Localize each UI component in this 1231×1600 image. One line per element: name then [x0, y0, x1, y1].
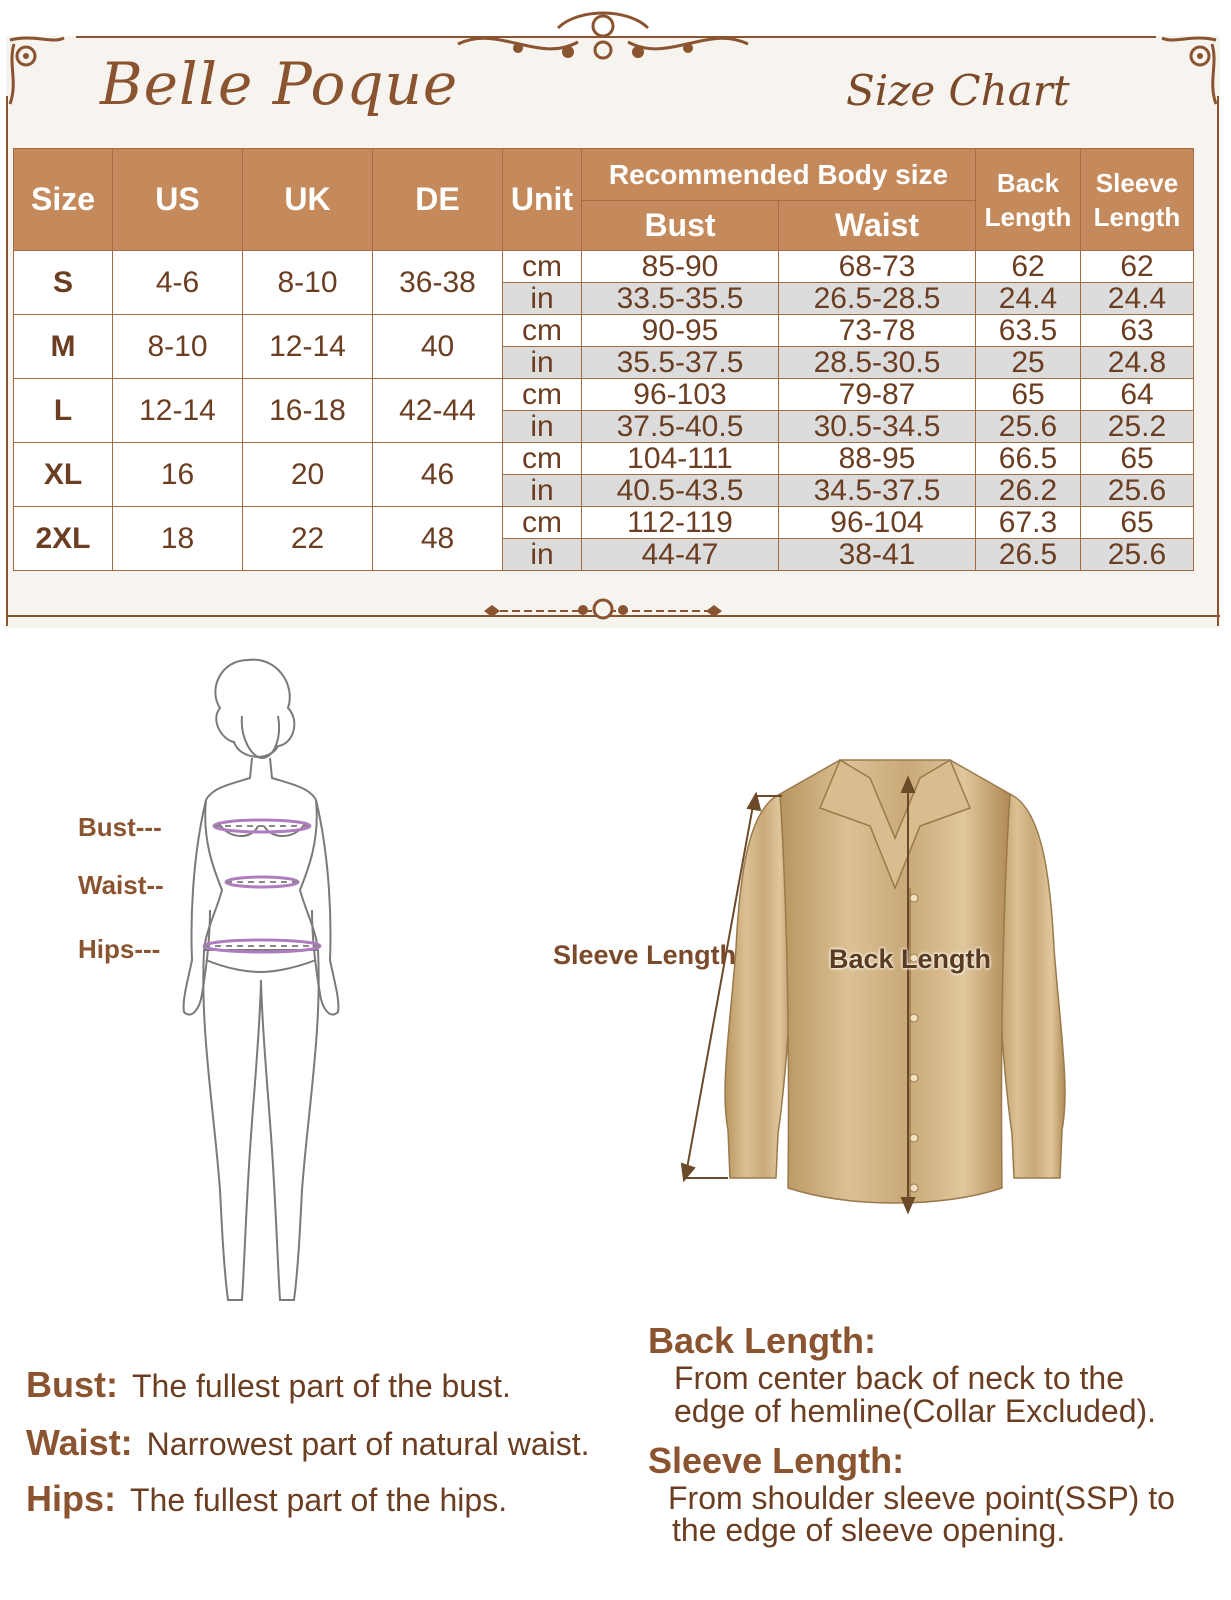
size-table — [13, 148, 1194, 571]
hips-label: Hips--- — [78, 934, 161, 964]
cell-uk: 16-18 — [243, 379, 373, 443]
cell-back-length: 25.6 — [976, 411, 1081, 443]
hips-definition — [26, 1478, 507, 1520]
cell-waist: 73-78 — [779, 315, 976, 347]
cell-waist: 68-73 — [779, 251, 976, 283]
cell-waist: 26.5-28.5 — [779, 283, 976, 315]
cell-size: 2XL — [14, 507, 113, 571]
cell-us: 4-6 — [113, 251, 243, 315]
cell-us: 18 — [113, 507, 243, 571]
cell-bust: 112-119 — [582, 507, 779, 539]
cell-waist: 79-87 — [779, 379, 976, 411]
cell-unit: cm — [503, 507, 582, 539]
cell-bust: 44-47 — [582, 539, 779, 571]
cell-size: L — [14, 379, 113, 443]
cell-size: S — [14, 251, 113, 315]
cell-sleeve-length: 64 — [1081, 379, 1194, 411]
cell-back-length: 65 — [976, 379, 1081, 411]
cell-unit: in — [503, 411, 582, 443]
bust-label: Bust--- — [78, 812, 162, 842]
waist-term: Waist: — [26, 1422, 133, 1463]
cell-bust: 85-90 — [582, 251, 779, 283]
table-row — [14, 379, 1194, 411]
cell-back-length: 26.2 — [976, 475, 1081, 507]
header-us: US — [113, 149, 243, 251]
header-sleeve-line1: Sleeve — [1095, 167, 1179, 198]
header-back-line1: Back — [996, 167, 1060, 198]
cell-unit: in — [503, 475, 582, 507]
cell-uk: 8-10 — [243, 251, 373, 315]
cell-sleeve-length: 65 — [1081, 507, 1194, 539]
top-flourish-ornament — [448, 4, 758, 76]
bust-term: Bust: — [26, 1364, 118, 1405]
cell-bust: 90-95 — [582, 315, 779, 347]
waist-definition — [26, 1422, 590, 1464]
cell-sleeve-length: 24.4 — [1081, 283, 1194, 315]
cell-back-length: 25 — [976, 347, 1081, 379]
header-uk: UK — [243, 149, 373, 251]
cell-waist: 38-41 — [779, 539, 976, 571]
cell-back-length: 67.3 — [976, 507, 1081, 539]
cell-bust: 104-111 — [582, 443, 779, 475]
header-waist: Waist — [779, 201, 976, 251]
cell-waist: 88-95 — [779, 443, 976, 475]
waist-label: Waist-- — [78, 870, 164, 900]
cell-unit: cm — [503, 443, 582, 475]
table-row — [14, 315, 1194, 347]
cell-bust: 96-103 — [582, 379, 779, 411]
cell-de: 40 — [373, 315, 503, 379]
cell-size: M — [14, 315, 113, 379]
header-size: Size — [14, 149, 113, 251]
cell-de: 36-38 — [373, 251, 503, 315]
cell-unit: cm — [503, 315, 582, 347]
back-length-term: Back Length: — [648, 1320, 877, 1361]
cell-back-length: 26.5 — [976, 539, 1081, 571]
hips-term: Hips: — [26, 1478, 116, 1519]
cell-sleeve-length: 63 — [1081, 315, 1194, 347]
cell-sleeve-length: 24.8 — [1081, 347, 1194, 379]
cell-uk: 22 — [243, 507, 373, 571]
header-sleeve-length — [1081, 149, 1194, 251]
sleeve-length-label: Sleeve Length — [553, 940, 737, 970]
page-title: Size Chart — [846, 66, 1070, 115]
sleeve-length-text-1: From shoulder sleeve point(SSP) to — [668, 1480, 1175, 1516]
cell-us: 16 — [113, 443, 243, 507]
cell-sleeve-length: 25.6 — [1081, 475, 1194, 507]
cell-sleeve-length: 25.2 — [1081, 411, 1194, 443]
body-figure-illustration — [170, 650, 370, 1310]
cell-uk: 20 — [243, 443, 373, 507]
cell-unit: cm — [503, 379, 582, 411]
sleeve-length-term: Sleeve Length: — [648, 1440, 905, 1481]
cell-sleeve-length: 25.6 — [1081, 539, 1194, 571]
table-row — [14, 507, 1194, 539]
back-length-label: Back Length — [829, 944, 992, 974]
waist-text: Narrowest part of natural waist. — [146, 1426, 590, 1462]
cell-bust: 37.5-40.5 — [582, 411, 779, 443]
cell-de: 46 — [373, 443, 503, 507]
cell-unit: in — [503, 283, 582, 315]
bust-definition — [26, 1364, 511, 1406]
cell-back-length: 66.5 — [976, 443, 1081, 475]
cell-de: 42-44 — [373, 379, 503, 443]
cell-sleeve-length: 65 — [1081, 443, 1194, 475]
cell-uk: 12-14 — [243, 315, 373, 379]
cell-sleeve-length: 62 — [1081, 251, 1194, 283]
brand-logo: Belle Poque — [100, 50, 459, 118]
corner-ornament-left — [4, 34, 74, 114]
header-de: DE — [373, 149, 503, 251]
blouse-illustration — [670, 748, 1120, 1218]
table-row — [14, 443, 1194, 475]
cell-back-length: 24.4 — [976, 283, 1081, 315]
cell-de: 48 — [373, 507, 503, 571]
cell-waist: 30.5-34.5 — [779, 411, 976, 443]
cell-bust: 35.5-37.5 — [582, 347, 779, 379]
corner-ornament-right — [1152, 34, 1222, 114]
back-length-text-1: From center back of neck to the — [674, 1360, 1124, 1396]
cell-unit: in — [503, 539, 582, 571]
header-sleeve-line2: Length — [1093, 201, 1181, 232]
cell-bust: 33.5-35.5 — [582, 283, 779, 315]
table-row — [14, 251, 1194, 283]
header-back-line2: Length — [984, 201, 1072, 232]
cell-size: XL — [14, 443, 113, 507]
cell-waist: 34.5-37.5 — [779, 475, 976, 507]
back-length-text-2: edge of hemline(Collar Excluded). — [674, 1393, 1157, 1429]
cell-unit: in — [503, 347, 582, 379]
cell-back-length: 62 — [976, 251, 1081, 283]
hips-text: The fullest part of the hips. — [130, 1482, 508, 1518]
sleeve-length-text-2: the edge of sleeve opening. — [672, 1512, 1066, 1548]
bust-text: The fullest part of the bust. — [132, 1368, 511, 1404]
header-bust: Bust — [582, 201, 779, 251]
cell-us: 8-10 — [113, 315, 243, 379]
header-unit: Unit — [503, 149, 582, 251]
cell-bust: 40.5-43.5 — [582, 475, 779, 507]
cell-us: 12-14 — [113, 379, 243, 443]
cell-unit: cm — [503, 251, 582, 283]
header-back-length — [976, 149, 1081, 251]
cell-back-length: 63.5 — [976, 315, 1081, 347]
cell-waist: 96-104 — [779, 507, 976, 539]
bottom-flourish-ornament — [478, 596, 728, 626]
cell-waist: 28.5-30.5 — [779, 347, 976, 379]
header-recommended-body-size: Recommended Body size — [582, 149, 976, 201]
